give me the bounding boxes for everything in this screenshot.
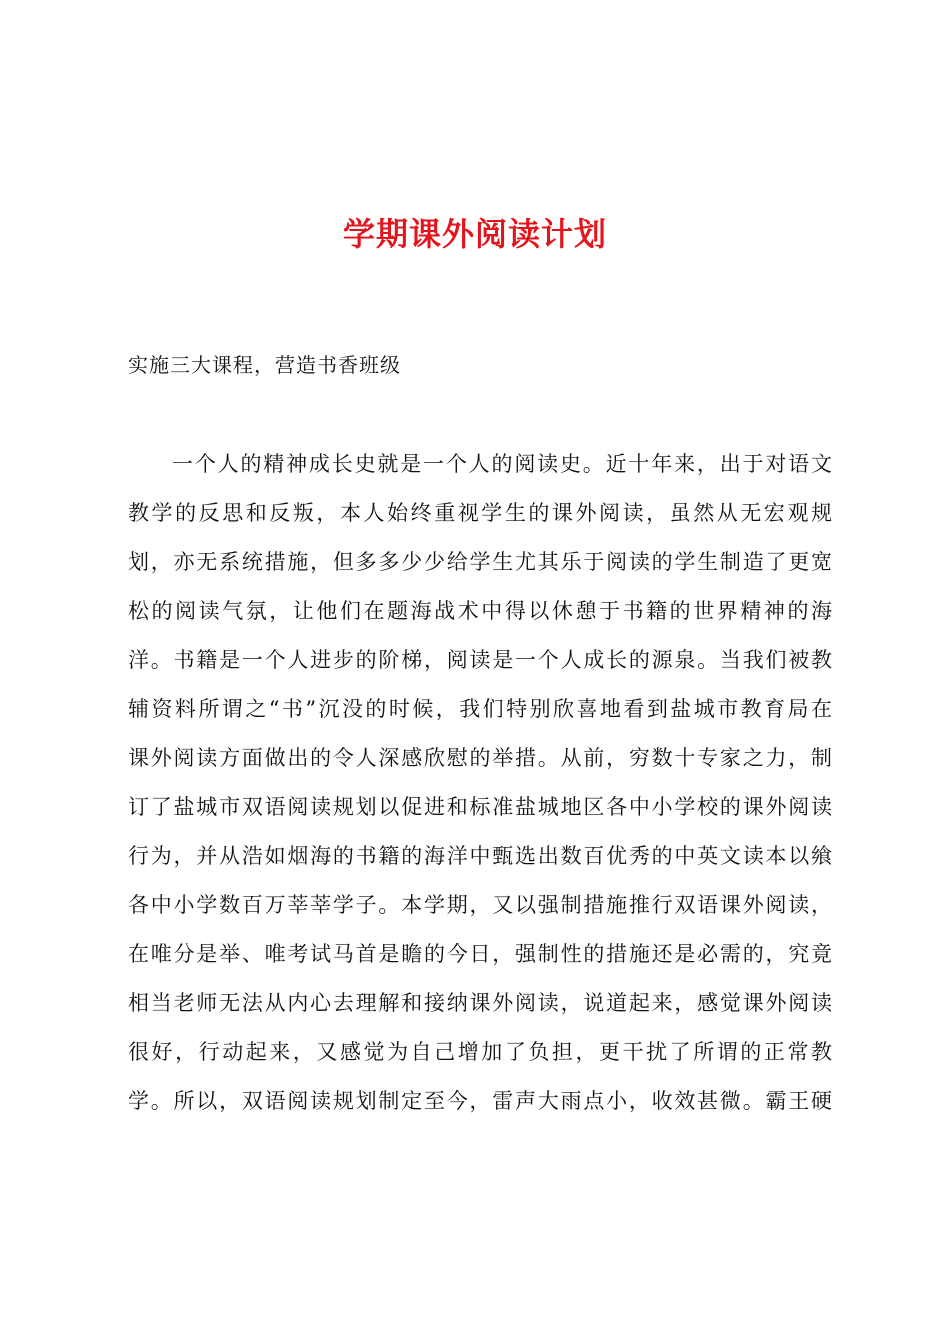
paragraph-line: 很好，行动起来，又感觉为自己增加了负担，更干扰了所谓的正常教 [128,1040,832,1064]
paragraph-line: 松的阅读气氛，让他们在题海战术中得以休憩于书籍的世界精神的海 [128,599,832,623]
paragraph-line: 行为，并从浩如烟海的书籍的海洋中甄选出数百优秀的中英文读本以飨 [128,844,832,868]
paragraph-line: 教学的反思和反叛，本人始终重视学生的课外阅读，虽然从无宏观规 [128,501,832,525]
paragraph-line: 各中小学数百万莘莘学子。本学期，又以强制措施推行双语课外阅读， [128,893,832,917]
paragraph-line: 一个人的精神成长史就是一个人的阅读史。近十年来，出于对语文 [172,452,832,476]
paragraph-line: 订了盐城市双语阅读规划以促进和标准盐城地区各中小学校的课外阅读 [128,795,832,819]
paragraph-line: 洋。书籍是一个人进步的阶梯，阅读是一个人成长的源泉。当我们被教 [128,648,832,672]
paragraph-line: 划，亦无系统措施，但多多少少给学生尤其乐于阅读的学生制造了更宽 [128,550,832,574]
paragraph-line: 在唯分是举、唯考试马首是瞻的今日，强制性的措施还是必需的，究竟 [128,942,832,966]
document-subtitle: 实施三大课程，营造书香班级 [128,353,401,377]
paragraph-line: 相当老师无法从内心去理解和接纳课外阅读，说道起来，感觉课外阅读 [128,991,832,1015]
paragraph-line: 学。所以，双语阅读规划制定至今，雷声大雨点小，收效甚微。霸王硬 [128,1089,832,1113]
paragraph-line: 辅资料所谓之“书”沉没的时候，我们特别欣喜地看到盐城市教育局在 [128,697,832,721]
document-title: 学期课外阅读计划 [342,215,607,253]
paragraph-line: 课外阅读方面做出的令人深感欣慰的举措。从前，穷数十专家之力，制 [128,746,832,770]
body-paragraph [128,440,832,1126]
